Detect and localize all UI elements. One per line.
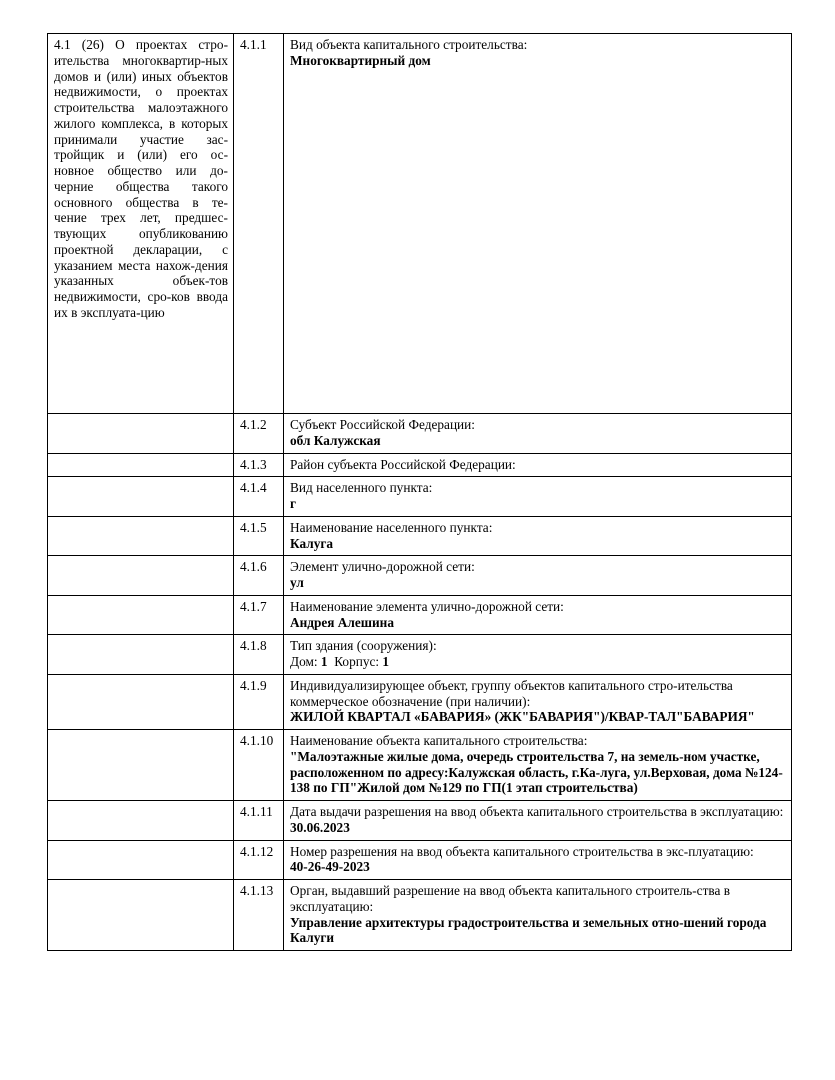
- row-content: [284, 453, 792, 477]
- row-label: Элемент улично-дорожной сети:: [290, 559, 475, 575]
- section-description: 4.1 (26) О проектах стро-ительства многоквартир-ных домов и (или) иных объектов недвижимости, о проектах строительства малоэтажного жилого комплекса, в которых принимали участие зас-тройщик и (или) его ос-новное общество или до-черние общества такого основного общества в те-чение трех лет, предшес-твующих опубликованию проектной декларации, с указанием места нахож-дения указанных объек-тов недвижимости, сро-ков ввода их в эксплуата-цию: [48, 34, 234, 414]
- table-row: [48, 730, 792, 801]
- row-label: Орган, выдавший разрешение на ввод объекта капитального строитель-ства в эксплуатацию:: [290, 883, 730, 914]
- row-code: 4.1.1: [234, 34, 284, 414]
- row-content: [284, 674, 792, 729]
- declaration-table: [47, 33, 792, 951]
- row-value: ЖИЛОЙ КВАРТАЛ «БАВАРИЯ» (ЖК"БАВАРИЯ")/КВАР-ТАЛ"БАВАРИЯ": [290, 709, 755, 725]
- spacer-cell: [48, 880, 234, 951]
- row-value: 40-26-49-2023: [290, 859, 370, 875]
- row-content: [284, 516, 792, 556]
- spacer-cell: [48, 556, 234, 596]
- row-content: [284, 635, 792, 675]
- row-value: 30.06.2023: [290, 819, 350, 835]
- row-label: Номер разрешения на ввод объекта капитального строительства в экс-плуатацию:: [290, 843, 754, 859]
- row-content: [284, 414, 792, 454]
- row-code: 4.1.12: [234, 840, 284, 880]
- pair-value: 1: [320, 654, 328, 669]
- row-value: обл Калужская: [290, 432, 381, 448]
- row-code: 4.1.8: [234, 635, 284, 675]
- spacer-cell: [48, 516, 234, 556]
- spacer-cell: [48, 674, 234, 729]
- row-value: Андрея Алешина: [290, 614, 394, 630]
- row-value-pairs: [290, 654, 786, 670]
- table-row: [48, 840, 792, 880]
- table-row: [48, 674, 792, 729]
- pair-value: 1: [382, 654, 390, 669]
- row-content: [284, 556, 792, 596]
- row-code: 4.1.11: [234, 801, 284, 841]
- row-code: 4.1.7: [234, 595, 284, 635]
- spacer-cell: [48, 595, 234, 635]
- row-content: [284, 801, 792, 841]
- table-row: [48, 880, 792, 951]
- row-code: 4.1.9: [234, 674, 284, 729]
- spacer-cell: [48, 477, 234, 517]
- row-value: г: [290, 496, 297, 511]
- row-code: 4.1.5: [234, 516, 284, 556]
- spacer-cell: [48, 635, 234, 675]
- spacer-cell: [48, 730, 234, 801]
- row-code: 4.1.2: [234, 414, 284, 454]
- row-value: Управление архитектуры градостроительства и земельных отно-шений города Калуги: [290, 914, 767, 946]
- table-row: [48, 801, 792, 841]
- spacer-cell: [48, 801, 234, 841]
- row-content: [284, 840, 792, 880]
- row-code: 4.1.10: [234, 730, 284, 801]
- row-value: "Малоэтажные жилые дома, очередь строительства 7, на земель-ном участке, расположенном по адресу:Калужская область, г.Ка-луга, ул.Верховая, дома №124-138 по ГП"Жилой дом №129 по ГП(1 этап строительства): [290, 748, 783, 796]
- spacer-cell: [48, 840, 234, 880]
- row-label: Наименование объекта капитального строительства:: [290, 733, 588, 748]
- row-value: Многоквартирный дом: [290, 52, 431, 68]
- table-row: [48, 556, 792, 596]
- row-label: Тип здания (сооружения):: [290, 638, 437, 654]
- pair-label: Дом:: [290, 654, 321, 669]
- row-content: [284, 880, 792, 951]
- table-row: [48, 414, 792, 454]
- table-row: [48, 516, 792, 556]
- spacer-cell: [48, 453, 234, 477]
- table-row: [48, 453, 792, 477]
- row-code: 4.1.13: [234, 880, 284, 951]
- row-content: [284, 477, 792, 517]
- pair-label: Корпус:: [334, 654, 383, 669]
- row-label: Вид населенного пункта:: [290, 480, 433, 496]
- row-label: Дата выдачи разрешения на ввод объекта капитального строительства в эксплуатацию:: [290, 804, 784, 819]
- table-row: [48, 635, 792, 675]
- row-code: 4.1.6: [234, 556, 284, 596]
- table-row: [48, 595, 792, 635]
- row-label: Вид объекта капитального строительства:: [290, 37, 528, 52]
- row-label: Индивидуализирующее объект, группу объектов капитального стро-ительства коммерческое обозначение (при наличии):: [290, 677, 733, 709]
- row-label: Наименование элемента улично-дорожной сети:: [290, 598, 564, 614]
- row-content: [284, 730, 792, 801]
- row-label: Субъект Российской Федерации:: [290, 417, 475, 432]
- row-label: Район субъекта Российской Федерации:: [290, 456, 516, 472]
- row-value: ул: [290, 575, 304, 590]
- row-label: Наименование населенного пункта:: [290, 519, 493, 535]
- table-row: [48, 34, 792, 414]
- table-row: [48, 477, 792, 517]
- row-value: Калуга: [290, 535, 334, 551]
- row-content: [284, 34, 792, 414]
- row-code: 4.1.4: [234, 477, 284, 517]
- spacer-cell: [48, 414, 234, 454]
- row-code: 4.1.3: [234, 453, 284, 477]
- row-content: [284, 595, 792, 635]
